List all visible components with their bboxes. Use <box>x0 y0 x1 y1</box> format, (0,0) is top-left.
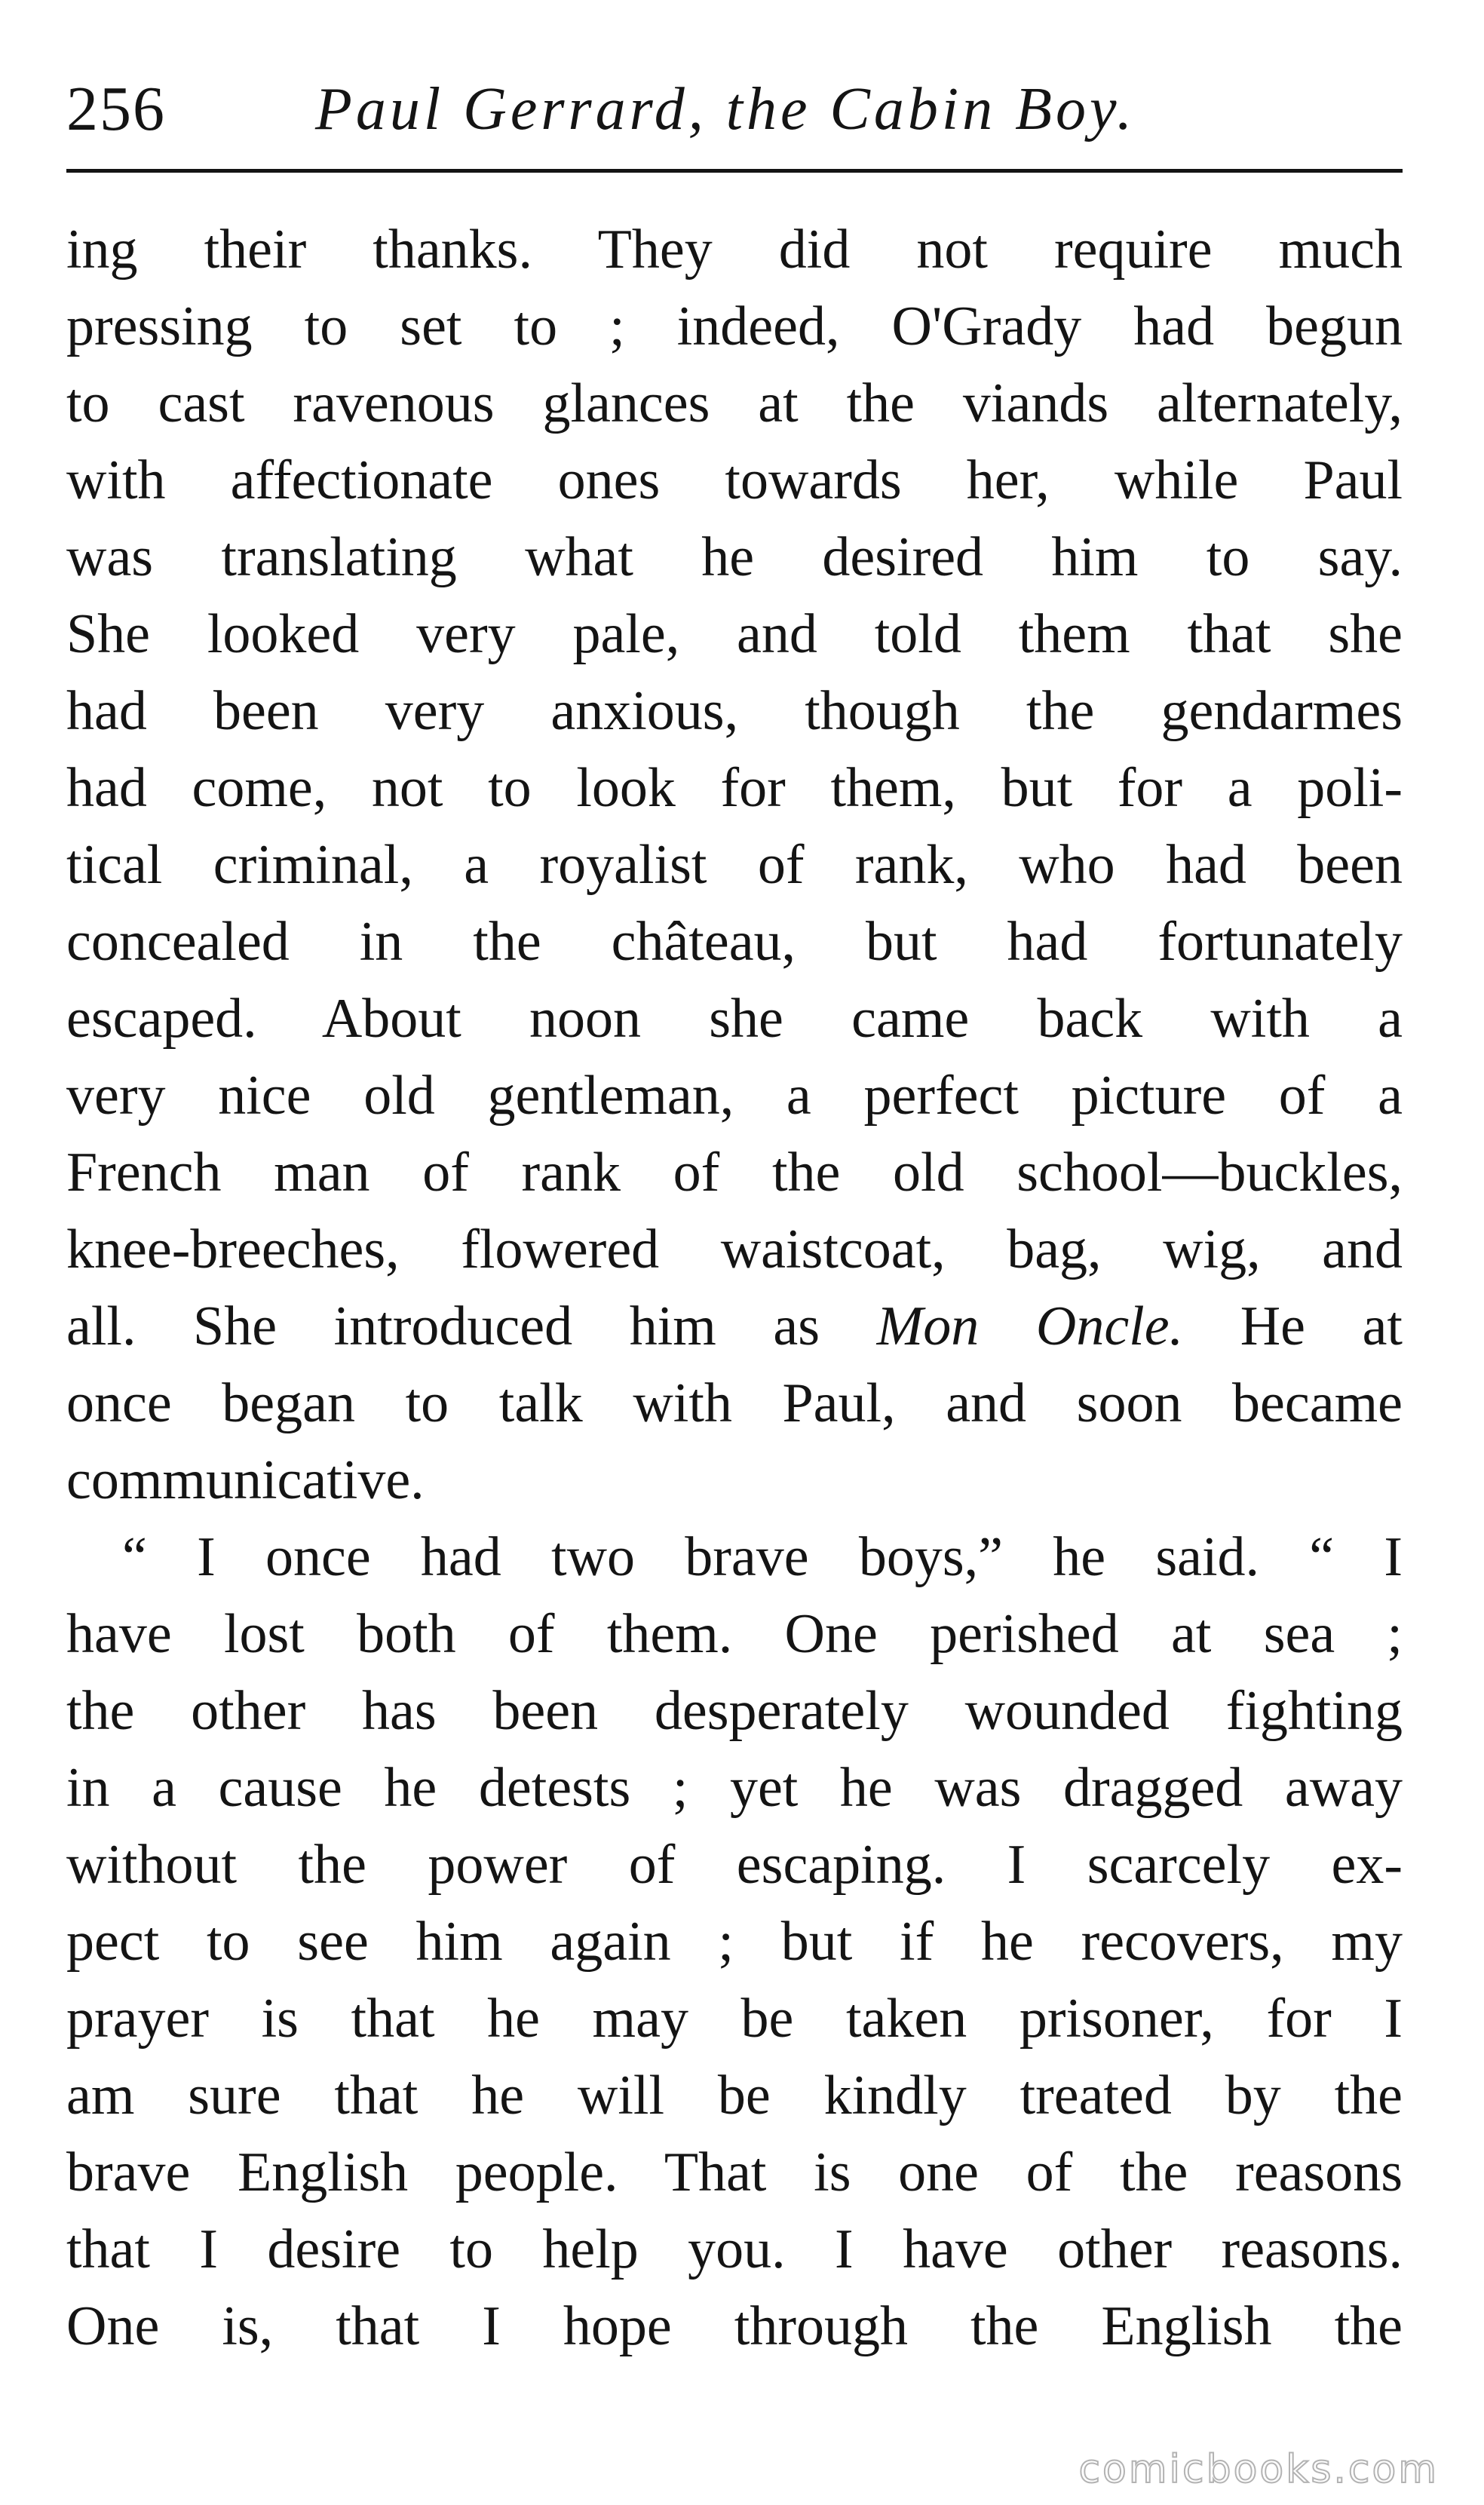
text-segment: all. She introduced him as <box>66 1295 877 1357</box>
text-line: prayer is that he may be taken prisoner, for I <box>66 1988 1403 2050</box>
text-segment: He at <box>1183 1295 1403 1357</box>
running-title: Paul Gerrard, the Cabin Boy. <box>315 76 1136 143</box>
text-line <box>66 1288 1403 1365</box>
text-line: once began to talk with Paul, and soon became <box>66 1372 1403 1434</box>
page-header <box>66 68 1418 151</box>
text-line: that I desire to help you. I have other reasons. <box>66 2218 1403 2280</box>
text-line: pressing to set to ; indeed, O'Grady had begun <box>66 296 1403 357</box>
text-line: She looked very pale, and told them that she <box>66 603 1403 665</box>
text-line: concealed in the château, but had fortunately <box>66 911 1403 973</box>
page-number: 256 <box>66 74 166 144</box>
text-line: One is, that I hope through the English the <box>66 2295 1403 2357</box>
text-line: to cast ravenous glances at the viands alternately, <box>66 373 1403 434</box>
text-line: brave English people. That is one of the reasons <box>66 2142 1403 2203</box>
text-line: had come, not to look for them, but for a poli- <box>66 757 1403 819</box>
text-line: communicative. <box>66 1449 425 1511</box>
text-line: knee-breeches, flowered waistcoat, bag, wig, and <box>66 1219 1403 1280</box>
text-line: very nice old gentleman, a perfect picture of a <box>66 1065 1403 1127</box>
text-line: “ I once had two brave boys,” he said. “ I <box>122 1526 1403 1588</box>
text-line: French man of rank of the old school—buckles, <box>66 1142 1403 1203</box>
text-line: tical criminal, a royalist of rank, who had been <box>66 834 1403 896</box>
text-line: pect to see him again ; but if he recovers, my <box>66 1911 1403 1973</box>
site-watermark: comicbooks.com <box>1078 2447 1439 2492</box>
text-line: without the power of escaping. I scarcely ex- <box>66 1834 1403 1896</box>
text-line: ing their thanks. They did not require much <box>66 219 1403 281</box>
body-text <box>66 211 1403 2365</box>
text-line: have lost both of them. One perished at sea ; <box>66 1603 1403 1665</box>
header-rule <box>66 169 1403 173</box>
italic-phrase: Mon Oncle. <box>876 1295 1184 1357</box>
text-line: the other has been desperately wounded fighting <box>66 1680 1403 1742</box>
text-line: in a cause he detests ; yet he was dragged away <box>66 1757 1403 1819</box>
text-line: escaped. About noon she came back with a <box>66 988 1403 1050</box>
text-line: was translating what he desired him to say. <box>66 526 1403 588</box>
text-line: with affectionate ones towards her, while Paul <box>66 449 1403 511</box>
text-line: am sure that he will be kindly treated by the <box>66 2065 1403 2126</box>
text-line: had been very anxious, though the gendarmes <box>66 680 1403 742</box>
